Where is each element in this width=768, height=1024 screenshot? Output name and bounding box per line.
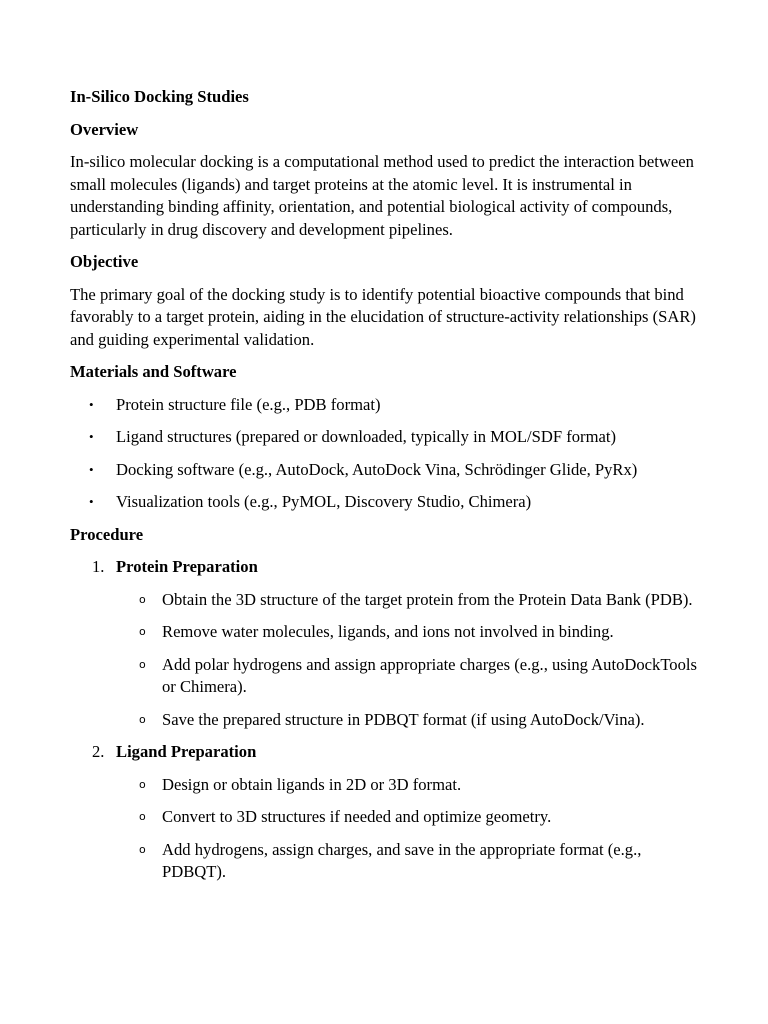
circle-bullet-icon: o [139, 625, 146, 638]
list-item-text: Protein structure file (e.g., PDB format) [116, 394, 381, 414]
circle-bullet-icon: o [139, 592, 146, 606]
overview-heading: Overview [70, 119, 139, 139]
document-title: In-Silico Docking Studies [70, 87, 249, 106]
step-title: Protein Preparation [116, 557, 258, 576]
objective-heading: Objective [70, 252, 139, 271]
step-number: 2. [92, 742, 105, 761]
sub-list-item [116, 806, 698, 829]
sub-list-item [116, 839, 698, 884]
materials-list [70, 394, 698, 514]
sub-list-item [116, 589, 698, 612]
circle-bullet-icon: o [139, 777, 146, 791]
bullet-icon: • [89, 429, 94, 444]
sub-item-text: Save the prepared structure in PDBQT format (if using AutoDock/Vina). [162, 709, 645, 729]
sub-item-text: Add hydrogens, assign charges, and save in the appropriate format (e.g., PDBQT). [162, 839, 642, 881]
sub-list-item [116, 709, 698, 732]
sub-item-text: Convert to 3D structures if needed and optimize geometry. [162, 807, 552, 826]
procedure-steps [70, 556, 698, 884]
circle-bullet-icon: o [139, 810, 146, 823]
circle-bullet-icon: o [139, 657, 146, 671]
circle-bullet-icon: o [139, 712, 146, 726]
bullet-icon: • [89, 461, 94, 477]
list-item [70, 394, 698, 417]
materials-heading: Materials and Software [70, 362, 237, 381]
list-item [70, 459, 698, 482]
step-sublist [116, 589, 698, 732]
objective-paragraph: The primary goal of the docking study is to identify potential bioactive compounds that bind favorably to a target protein, aiding in the elucidation of structure-activity relationships (SAR) and guiding experimental validation. [70, 284, 696, 349]
list-item-text: Docking software (e.g., AutoDock, AutoDock Vina, Schrödinger Glide, PyRx) [116, 459, 638, 479]
list-item [70, 491, 698, 514]
list-item-text: Visualization tools (e.g., PyMOL, Discovery Studio, Chimera) [116, 492, 532, 511]
bullet-icon: • [89, 396, 94, 412]
sub-list-item [116, 621, 698, 644]
step-title: Ligand Preparation [116, 742, 257, 761]
list-item-text: Ligand structures (prepared or downloaded, typically in MOL/SDF format) [116, 427, 616, 446]
sub-item-text: Obtain the 3D structure of the target protein from the Protein Data Bank (PDB). [162, 589, 693, 609]
procedure-heading: Procedure [70, 524, 144, 544]
step-sublist [116, 774, 698, 884]
overview-paragraph: In-silico molecular docking is a computational method used to predict the interaction between small molecules (ligands) and target proteins at the atomic level. It is instrumental in understanding binding affinity, orientation, and potential biological activity of compounds, particularly in drug discovery and development pipelines. [70, 152, 694, 239]
sub-list-item [116, 654, 698, 699]
sub-list-item [116, 774, 698, 797]
bullet-icon: • [89, 494, 94, 509]
procedure-step [70, 741, 698, 884]
sub-item-text: Remove water molecules, ligands, and ions not involved in binding. [162, 622, 614, 641]
list-item [70, 426, 698, 449]
sub-item-text: Design or obtain ligands in 2D or 3D format. [162, 774, 462, 794]
sub-item-text: Add polar hydrogens and assign appropriate charges (e.g., using AutoDockTools or Chimera). [162, 654, 697, 696]
procedure-step [70, 556, 698, 731]
circle-bullet-icon: o [139, 842, 146, 856]
step-number: 1. [92, 557, 105, 576]
